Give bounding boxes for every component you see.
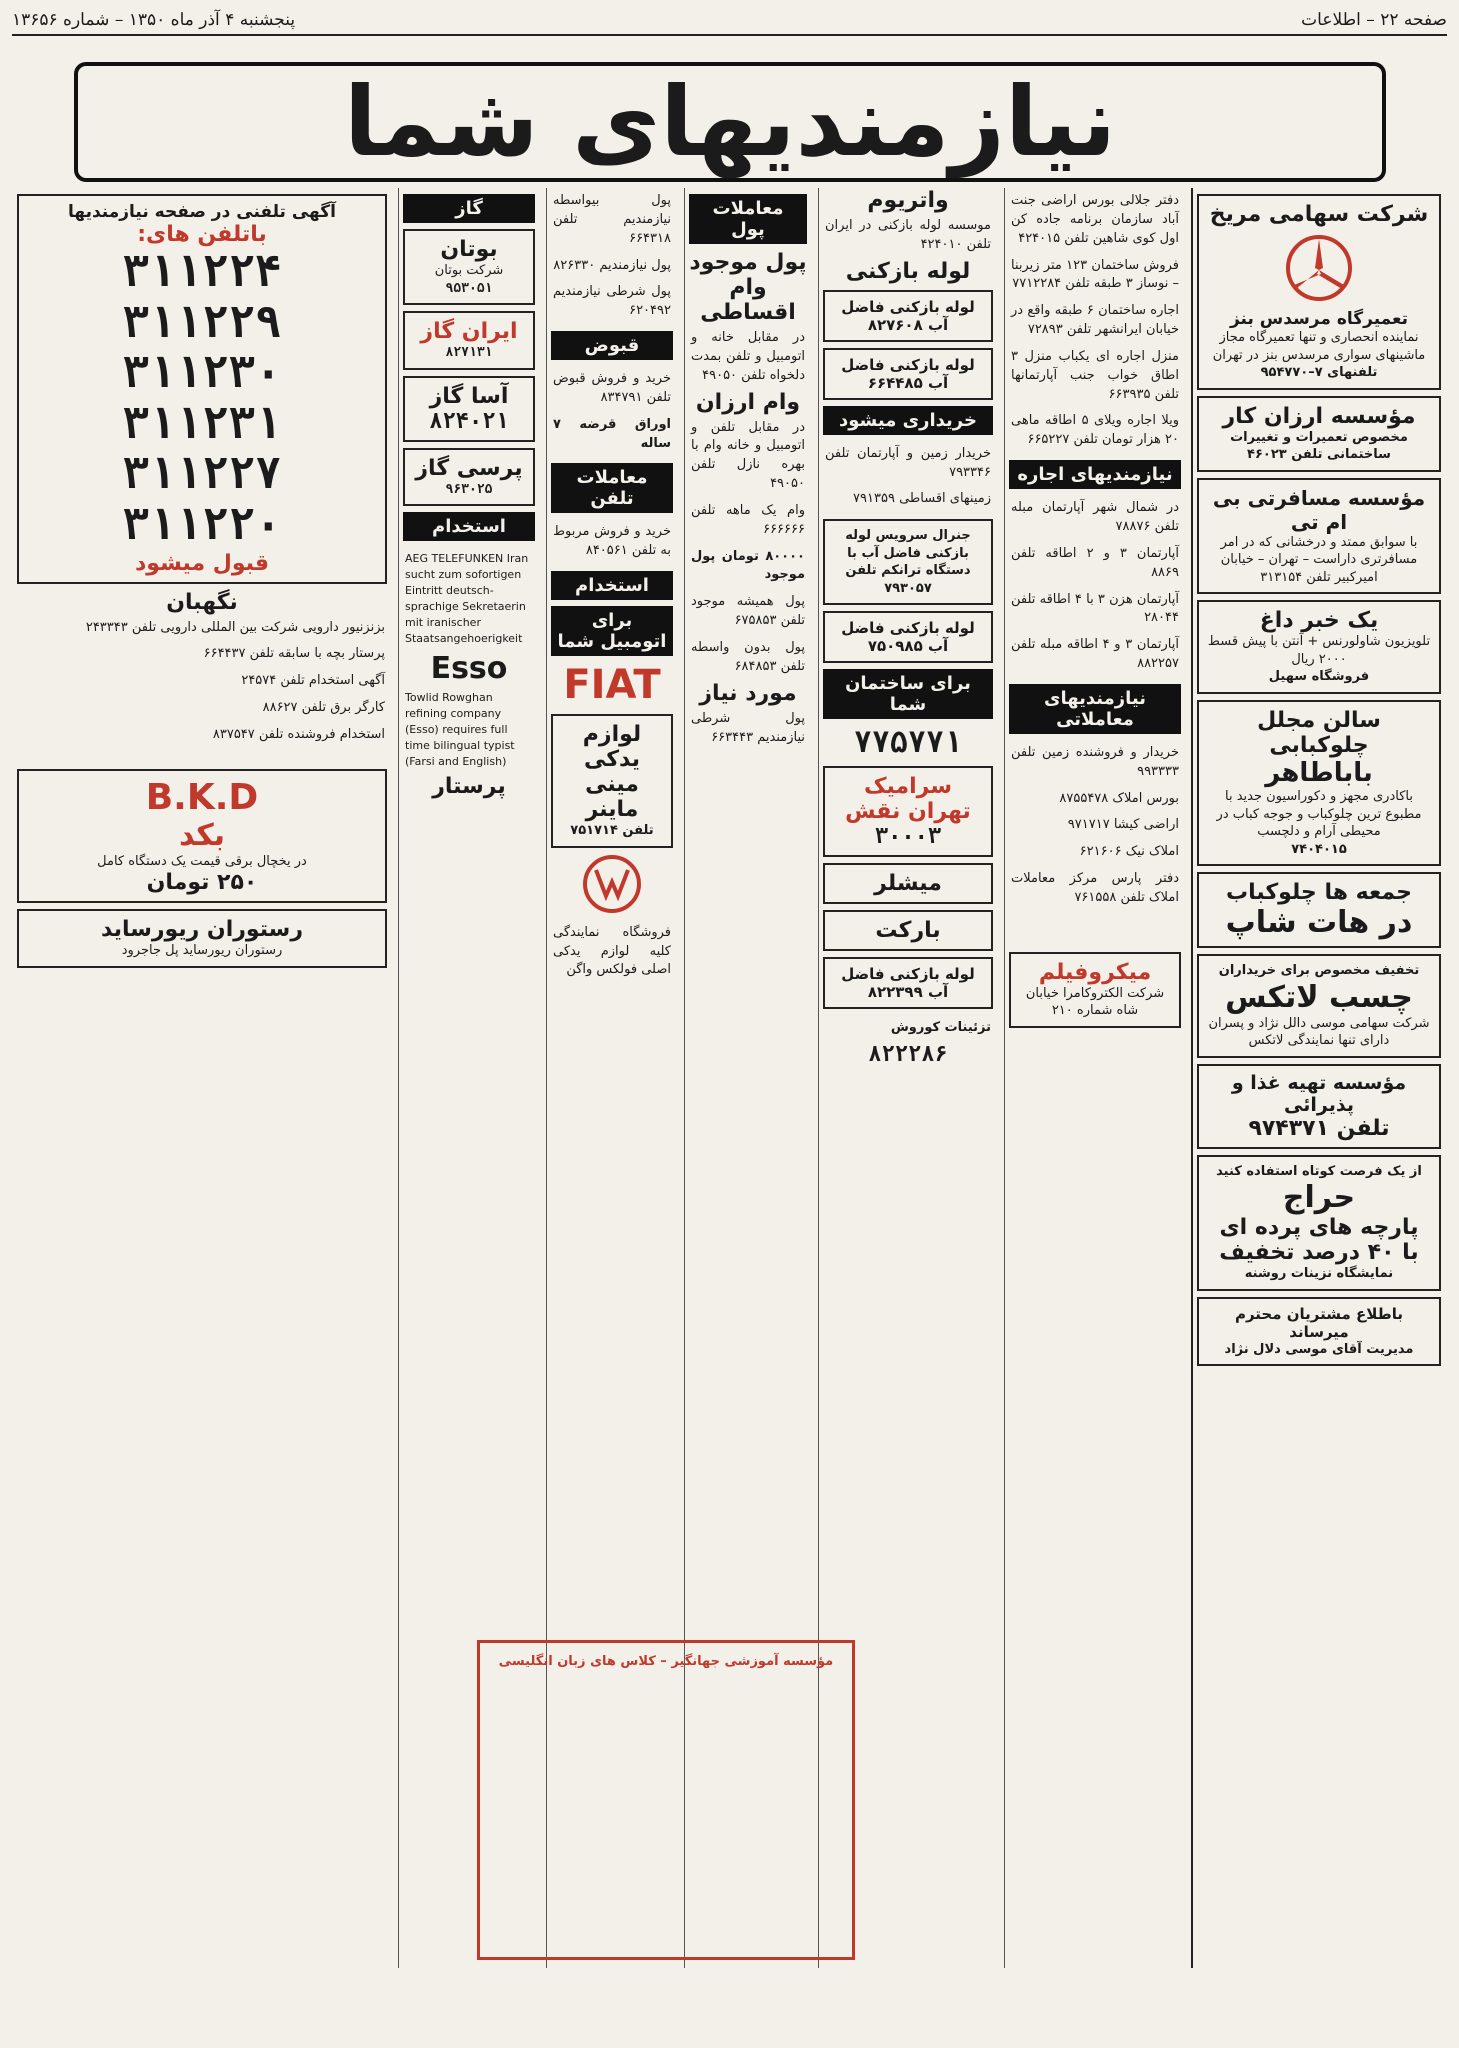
list-item: پرستار بچه با سابقه تلفن ۶۶۴۴۳۷ <box>203 646 385 662</box>
nanny-title: نگهبان <box>166 589 238 615</box>
asa-gas-title: آسا گاز <box>429 383 509 409</box>
footer-ad <box>477 1640 855 1960</box>
chasb-text: شرکت سهامی موسی دالل نژاد و پسران دارای تنها نمایندگی لاتکس <box>1208 1015 1430 1049</box>
micro-text: شرکت الکتروکامرا خیابان شاه شماره ۲۱۰ <box>1025 985 1165 1019</box>
khabar-title: یک خبر داغ <box>1259 608 1379 634</box>
pipe-ad: لوله بازکنی فاضل آب ۶۶۴۴۸۵ <box>841 355 975 392</box>
list-item: در شمال شهر آپارتمان مبله تلفن ۷۸۸۷۶ <box>1011 500 1179 534</box>
jome-title: جمعه ها چلوکباب <box>1226 880 1412 906</box>
list-item: خریدار زمین و آپارتمان تلفن ۷۹۳۳۴۶ <box>825 445 991 480</box>
iran-gas-title: ایران گاز <box>420 319 518 345</box>
micro-title: میکروفیلم <box>1038 959 1152 985</box>
butan-title: بوتان <box>440 237 498 262</box>
cheap-loan: وام ارزان <box>695 389 801 415</box>
general-service: جنرال سرویس لوله بازکنی فاضل آب با دستگاه ترانکم تلفن ۷۹۳۰۵۷ <box>845 528 971 596</box>
chelo-phone: ۷۴۰۴۰۱۵ <box>1291 841 1347 857</box>
persi-gas-title: پرسی گاز <box>415 455 523 481</box>
chasb-title: چسب لاتکس <box>1225 979 1413 1015</box>
kurosh-phone: ۸۲۲۲۸۶ <box>868 1042 948 1068</box>
list-item: خرید و فروش قبوض تلفن ۸۳۴۷۹۱ <box>553 371 671 405</box>
asa-gas-phone: ۸۲۴۰۲۱ <box>429 408 509 434</box>
list-item: زمینهای اقساطی ۷۹۱۳۵۹ <box>853 491 991 507</box>
phone-number: ۳۱۱۲۳۰ <box>122 347 282 399</box>
rest-title: رستوران ریورساید <box>101 917 303 943</box>
money-text: در مقابل خانه و اتومبیل و تلفن بمدت دلخواه تلفن ۴۹۰۵۰ <box>691 330 805 383</box>
page-label: صفحه ۲۲ – اطلاعات <box>1301 10 1447 30</box>
butan-text: شرکت بوتان <box>434 263 504 278</box>
build-phone: ۷۷۵۷۷۱ <box>853 725 963 761</box>
list-item: ۸۰۰۰۰ تومان پول موجود <box>691 548 805 583</box>
list-item: خریدار و فروشنده زمین تلفن ۹۹۳۳۳۳ <box>1011 744 1179 779</box>
money-cash: پول موجود <box>689 250 807 275</box>
ghaza-phone: تلفن ۹۷۴۳۷۱ <box>1248 1115 1390 1141</box>
list-item: پول نیازمندیم ۸۲۶۳۳۰ <box>553 257 671 273</box>
hire-section-title: استخدام <box>403 512 535 541</box>
phone-number: ۳۱۱۲۲۹ <box>122 296 282 348</box>
chelo-title: سالن مجلل چلوکبابی <box>1257 708 1381 759</box>
vw-text: فروشگاه نمایندگی کلیه لوازم یدکی اصلی فولکس واگن <box>553 924 671 978</box>
footer-ad-text: مؤسسه آموزشی جهانگیر – کلاس های زبان انگلیسی <box>498 1654 834 1669</box>
mercedes-title: تعمیرگاه مرسدس بنز <box>1229 309 1409 329</box>
phone-number: ۳۱۱۲۳۱ <box>122 397 282 449</box>
page-title: نیازمندیهای شما <box>74 62 1386 182</box>
khabar-text: تلویزیون شاولورنس + آنتن با پیش قسط ۲۰۰۰ ریال <box>1207 634 1431 667</box>
list-item: پول بدون واسطه تلفن ۶۸۴۸۵۳ <box>691 639 805 674</box>
list-item: پول شرطی نیازمندیم ۶۲۰۴۹۲ <box>553 284 671 319</box>
list-item: کارگر برق تلفن ۸۸۶۲۷ <box>262 700 385 716</box>
list-item: وام یک ماهه تلفن ۶۶۶۶۶۶ <box>691 502 805 537</box>
hire-section-title: استخدام <box>551 571 673 600</box>
khabar-shop: فروشگاه سهیل <box>1268 669 1370 685</box>
date-label: پنجشنبه ۴ آذر ماه ۱۳۵۰ – شماره ۱۳۶۵۶ <box>12 10 296 30</box>
list-item: اجاره ساختمان ۶ طبقه واقع در خیابان ایرانشهر تلفن ۷۲۸۹۳ <box>1011 303 1179 338</box>
bt-title: مؤسسه مسافرتی بی ام تی <box>1212 485 1426 534</box>
haraj-discount: با ۴۰ درصد تخفیف <box>1219 1240 1419 1266</box>
bkd-fa: بکد <box>178 817 226 853</box>
mercedes-star-icon <box>1205 233 1433 303</box>
vw-logo-icon <box>547 854 677 914</box>
mini-title: لوازم یدکی مینی ماینر <box>582 722 642 823</box>
list-item: بورس املاک ۸۷۵۵۴۷۸ <box>1059 790 1179 806</box>
list-item: اراضی کیشا ۹۷۱۷۱۷ <box>1067 817 1179 833</box>
arzan-title: مؤسسه ارزان کار <box>1222 403 1416 429</box>
auto-section-title: برای اتومبیل شما <box>551 606 673 656</box>
cheap-text: در مقابل تلفن و اتومبیل و خانه وام با بهره نازل تلفن ۴۹۰۵۰ <box>691 419 805 492</box>
gas-section-title: گاز <box>403 194 535 223</box>
chasb-pre: تخفیف مخصوص برای خریداران <box>1218 963 1420 979</box>
money-loan: وام اقساطی <box>700 275 796 325</box>
list-item: املاک نیک ۶۲۱۶۰۶ <box>1079 844 1179 860</box>
notice-text: مدیریت آقای موسی دلال نژاد <box>1224 1341 1414 1357</box>
chelo-text: باکادری مجهز و دکوراسیون جدید با مطبوع ترین چلوکباب و جوجه کباب در محیطی آرام و دلچسب <box>1216 789 1422 840</box>
list-item: بزنزنیور دارویی شرکت بین المللی دارویی تلفن ۲۴۳۳۴۳ <box>85 619 385 635</box>
haraj-shop: نمایشگاه نزینات روشنه <box>1244 1266 1394 1282</box>
haraj-title: حراج <box>1282 1180 1356 1216</box>
pipe-ad: لوله بازکنی فاضل آب ۸۲۲۳۹۹ <box>841 965 975 1002</box>
list-item: آگهی استخدام تلفن ۲۴۵۷۴ <box>241 673 385 689</box>
jome-sub: در هات شاپ <box>1225 905 1413 941</box>
phone-number: ۳۱۱۲۲۴ <box>122 246 282 297</box>
aeg-ad: AEG TELEFUNKEN Iran sucht zum sofortigen Eintritt deutsch-sprachige Sekretaerin mit iranischer Staatsangehoerigkeit <box>405 552 529 645</box>
notice-title: باطلاع مشتریان محترم میرساند <box>1234 1304 1404 1341</box>
haraj-pre: از یک فرصت کوتاه استفاده کنید <box>1216 1163 1422 1179</box>
ghoboz-section-title: قبوض <box>551 331 673 360</box>
list-item: دفتر پارس مرکز معاملات املاک تلفن ۷۶۱۵۵۸ <box>1011 871 1179 905</box>
bkd-logo: B.K.D <box>145 776 259 818</box>
haraj-sub: پارچه های پرده ای <box>1219 1215 1419 1241</box>
mini-phone: تلفن ۷۵۱۷۱۴ <box>570 823 654 839</box>
list-item: استخدام فروشنده تلفن ۸۳۷۵۴۷ <box>212 726 385 742</box>
list-item: ویلا اجاره ویلای ۵ اطاقه ماهی ۲۰ هزار تومان تلفن ۶۶۵۲۲۷ <box>1011 413 1180 448</box>
mercedes-phone: تلفنهای ۷–۹۵۴۷۷۰ <box>1260 365 1378 381</box>
phone-number: ۳۱۱۲۲۷ <box>122 448 282 500</box>
esso-logo: Esso <box>430 650 508 686</box>
rent-section-title: نیازمندیهای اجاره <box>1009 460 1181 489</box>
need-title: مورد نیاز <box>699 680 797 706</box>
pipe-ad: لوله بازکنی فاضل آب ۷۵۰۹۸۵ <box>841 619 975 656</box>
mischler-title: میشلر <box>874 871 942 897</box>
list-item: دفتر جلالی بورس اراضی جنت آباد سازمان برنامه جاده کن اول کوی شاهین تلفن ۴۲۴۰۱۵ <box>1011 193 1179 246</box>
phone-ad-title: آگهی تلفنی در صفحه نیازمندیها <box>67 202 336 222</box>
list-item: پول همیشه موجود تلفن ۶۷۵۸۵۳ <box>691 594 805 629</box>
column-7 <box>13 188 391 1968</box>
buy-section-title: خریداری میشود <box>823 406 993 435</box>
list-item: آپارتمان ۳ و ۴ اطاقه مبله تلفن ۸۸۲۲۵۷ <box>1011 637 1179 672</box>
water-text: موسسه لوله بازکنی در ایران تلفن ۴۲۴۰۱۰ <box>825 218 991 252</box>
list-item: فروش ساختمان ۱۲۳ متر زیربنا – نوساز ۳ طبقه تلفن ۷۷۱۲۲۸۴ <box>1011 257 1179 292</box>
arzan-text: مخصوص تعمیرات و تغییرات ساختمانی تلفن ۴۶۰۲۳ <box>1230 429 1408 463</box>
accepted-label: قبول میشود <box>135 550 269 576</box>
bkd-text: در یخچال برقی قیمت یک دستگاه کامل <box>97 853 307 869</box>
build-section-title: برای ساختمان شما <box>823 669 993 719</box>
esso-ad: Towlid Rowghan refining company (Esso) requires full time bilingual typist (Farsi and English) <box>405 690 515 768</box>
mercedes-company: شرکت سهامی مریخ <box>1209 202 1429 227</box>
list-item: پول شرطی نیازمندیم ۶۶۳۴۴۳ <box>691 710 805 745</box>
list-item: پول بیواسطه نیازمندیم تلفن ۶۶۴۳۱۸ <box>553 193 671 246</box>
poster-title: پرستار <box>432 773 506 799</box>
list-item: خرید و فروش مربوط به تلفن ۸۴۰۵۶۱ <box>553 524 671 559</box>
phone-number: ۳۱۱۲۲۰ <box>122 498 282 550</box>
ghaza-title: مؤسسه تهیه غذا و پذیرائی <box>1231 1071 1407 1116</box>
fiat-logo: FIAT <box>563 662 661 709</box>
ceramic-title: سرامیک تهران نقش <box>845 774 971 825</box>
bw-title: بارکت <box>875 918 941 944</box>
water-title: واتریوم <box>867 188 949 213</box>
bt-text: با سوابق ممتد و درخشانی که در امر مسافرتری داراست – تهران – خیابان امیرکبیر تلفن ۳۱۳۱۵۴ <box>1220 534 1418 585</box>
iran-gas-phone: ۸۲۷۱۳۱ <box>445 345 493 361</box>
phone-ad-sub: باتلفن های: <box>137 222 267 247</box>
ceramic-phone: ۳۰۰۰۳ <box>874 824 942 850</box>
pipe-ad: لوله بازکنی فاضل آب ۸۲۷۶۰۸ <box>841 297 975 334</box>
bkd-price: ۲۵۰ تومان <box>146 870 258 896</box>
column-1 <box>1191 188 1445 1968</box>
butan-phone: ۹۵۳۰۵۱ <box>445 280 493 296</box>
rest-text: رستوران ریورساید پل جاجرود <box>121 943 283 959</box>
kurosh: تزئینات کوروش <box>890 1020 991 1036</box>
chelo-name: باباطاهر <box>1265 758 1373 789</box>
list-item: منزل اجاره ای یکباب منزل ۳ اطاق خواب جنب آپارتمانها تلفن ۶۶۳۹۳۵ <box>1011 348 1179 402</box>
list-item: اوراق قرضه ۷ ساله <box>553 416 671 451</box>
persi-gas-phone: ۹۶۳۰۲۵ <box>445 481 493 497</box>
column-2 <box>1004 188 1185 1968</box>
list-item: آپارتمان هزن ۳ با ۴ اطاقه تلفن ۲۸۰۴۴ <box>1011 591 1179 626</box>
page-header <box>12 6 1447 36</box>
tel-section-title: معاملات تلفن <box>551 463 673 513</box>
pipe-title: لوله بازکنی <box>845 258 971 284</box>
list-item: آپارتمان ۳ و ۲ اطاقه تلفن ۸۸۶۹ <box>1011 545 1180 580</box>
money-section-title: معاملات پول <box>689 194 807 244</box>
mercedes-sub: نماینده انحصاری و تنها تعمیرگاه مجاز ماشینهای سواری مرسدس بنز در تهران <box>1212 330 1426 363</box>
deals-section-title: نیازمندیهای معاملاتی <box>1009 684 1181 734</box>
